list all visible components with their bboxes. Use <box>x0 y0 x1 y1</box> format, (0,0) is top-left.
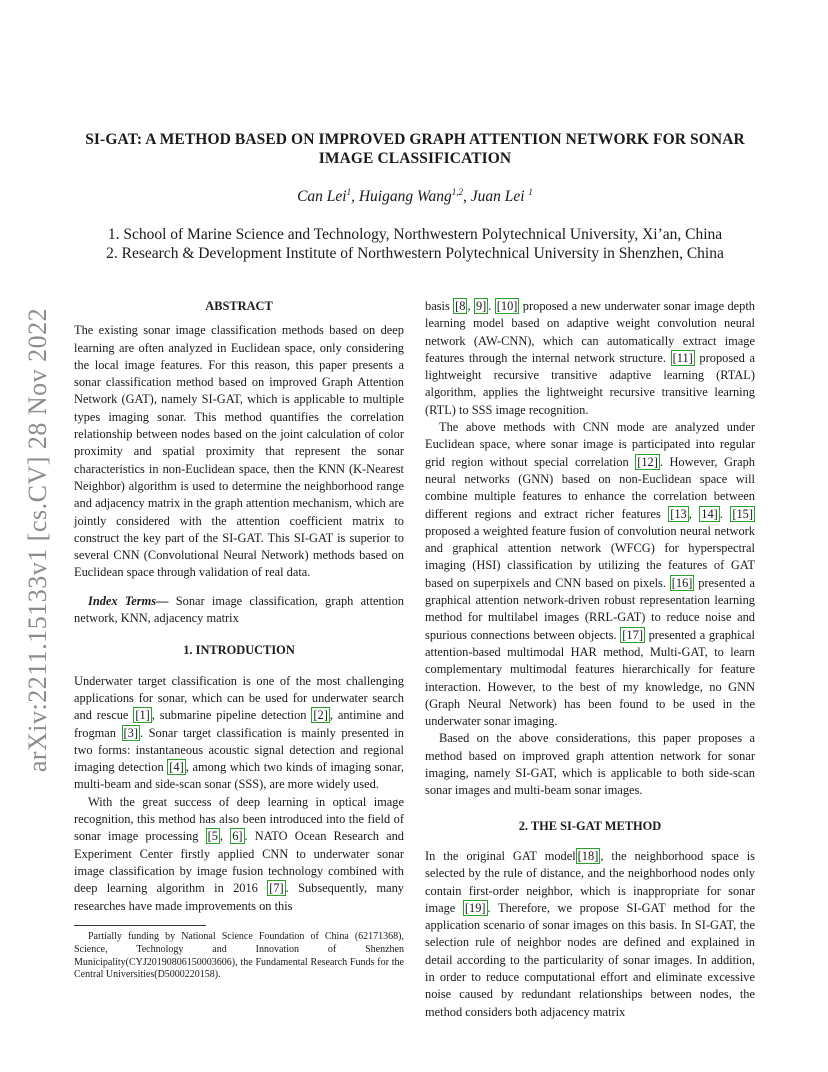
affiliation-2: 2. Research & Development Institute of Northwestern Polytechnical University in Shenzhen, China <box>106 245 724 262</box>
citation-link[interactable]: [8 <box>455 299 466 313</box>
citation-link[interactable]: [18] <box>577 848 599 863</box>
citation-link[interactable]: 14] <box>701 506 718 521</box>
citation-link[interactable]: [1] <box>135 708 150 723</box>
method-paragraph-1: In the original GAT model [18] , the neighborhood space is selected by the rule of distance, and the neighborhood nodes only contain first-order neighbor, which is inappropriate for sonar image [19] . Therefore, we propose SI-GAT method for the application scenario of sonar images on this basis. In SI-GAT, the selection rule of neighbor nodes are defined and explained in detail according to the particularity of sonar images. In addition, in order to reduce computational effort and eliminate excessive noise caused by redundant relationships between nodes, the method considers both adjacency matrix <box>425 848 756 1019</box>
intro-paragraph-2: With the great success of deep learning in optical image recognition, this method has also been introduced into the field of sonar image processing [5 , 6] . NATO Ocean Research and Experiment Center firstly applied CNN to underwater sonar image classification by image fusion technology combined with deep learning algorithm in 2016 [7] . Subsequently, many researches have made improvements on this <box>74 794 404 913</box>
arxiv-stamp: arXiv:2211.15133v1 [cs.CV] 28 Nov 2022 <box>23 307 52 773</box>
citation-link[interactable]: [12] <box>637 454 658 469</box>
footnote: Partially funding by National Science Foundation of China (62171368), Science, Technology and Innovation of Shenzhen Municipality(CYJ20190806150003606), the Fundamental Research Funds for the Central Universities(D5000220158). <box>74 931 404 981</box>
author-1: Can Lei <box>297 188 347 206</box>
abstract-text: The existing sonar image classification methods based on deep learning are often analyzed in Euclidean space, only considering the local image features. For this reason, this paper presents a sonar classification method based on improved Graph Attention Network (GAT), namely SI-GAT, which is applicable to multiple types imaging sonar. This method quantifies the correlation relationship between nodes based on the joint calculation of color proximity and spatial proximity that represent the sonar characteristics in non-Euclidean space, then the KNN (K-Nearest Neighbor) algorithm is used to determine the neighborhood range and adjacency matrix in the graph attention mechanism, which are jointly considered with the attention coefficient matrix to construct the key part of the SI-GAT. This SI-GAT is superior to several CNN (Convolutional Neural Network) methods based on Euclidean space through validation of real data. <box>74 323 404 580</box>
citation-link[interactable]: [15] <box>732 506 753 521</box>
affiliations <box>70 225 760 263</box>
abstract-heading: ABSTRACT <box>205 299 273 313</box>
right-paragraph-3: Based on the above considerations, this paper proposes a method based on improved graph attention network for sonar imaging, namely SI-GAT, which is applicable to both side-scan sonar images and multi-beam sonar images. <box>425 731 755 798</box>
left-column <box>74 298 404 915</box>
author-1-sup: 1 <box>346 187 352 197</box>
citation-link[interactable]: [7] <box>269 881 284 896</box>
author-2-sup: 1,2 <box>451 187 463 197</box>
citation-link[interactable]: [3] <box>123 725 138 740</box>
intro-paragraph-1: Underwater target classification is one of the most challenging applications for sonar, which can be used for underwater search and rescue [1] , submarine pipeline detection [2] , antimine and frogman [3] . Sonar target classification is mainly presented in two forms: instantaneous acoustic signal detection and regional imaging detection [4] , among which two kinds of imaging sonar, multi-beam and side-scan sonar (SSS), are more widely used. <box>74 673 405 792</box>
right-paragraph-2: The above methods with CNN mode are analyzed under Euclidean space, where sonar image is participated into regular grid region without special correlation [12] . However, Graph neural networks (GNN) based on non-Euclidean space will combine multiple features to enhance the correlation between different regions and extract richer features [13 , 14] . [15] proposed a weighted feature fusion of convolution neural network and graphical attention network (WFCG) for hyperspectral imaging (HSI) classification by utilizing the features of GAT based on superpixels and CNN based on pixels. [16] presented a graphical attention network-driven robust representation learning method for multilabel images (RRL-GAT) to reduce noise and spurious connections between objects. [17] presented a graphical attention-based multimodal HAR method, Multi-GAT, to learn complementary multimodal features hierarchically for feature interaction. However, to the best of my knowledge, no GNN (Graph Neural Network) has been found to be used in the underwater sonar imaging. <box>425 420 756 729</box>
introduction-heading: 1. INTRODUCTION <box>183 643 295 658</box>
citation-link[interactable]: [16] <box>671 575 693 590</box>
index-terms-text: Sonar image classification, graph attention network, KNN, adjacency matrix <box>74 593 404 626</box>
citation-link[interactable]: 9] <box>475 299 487 313</box>
author-3: Juan Lei <box>470 188 525 206</box>
citation-link[interactable]: [10] <box>496 299 518 313</box>
author-3-sup: 1 <box>528 187 533 197</box>
citation-link[interactable]: [13 <box>670 506 687 521</box>
authors: Can Lei$^1$, Huigang Wang$^{1,2}$, Juan Lei $^1$ <box>297 187 533 206</box>
paper-title <box>70 130 760 168</box>
title-line-1: SI-GAT: A METHOD BASED ON IMPROVED GRAPH ATTENTION NETWORK FOR SONAR <box>85 131 745 148</box>
index-terms <box>74 593 404 628</box>
citation-link[interactable]: [11] <box>672 350 693 365</box>
citation-link[interactable]: [2] <box>313 708 328 723</box>
citation-link[interactable]: 6] <box>232 829 243 844</box>
citation-link[interactable]: [19] <box>464 900 486 915</box>
right-column <box>425 298 755 1021</box>
citation-link[interactable]: [4] <box>169 760 184 775</box>
method-heading: 2. THE SI-GAT METHOD <box>518 818 662 833</box>
citation-link[interactable]: [5 <box>207 829 218 844</box>
index-terms-label: Index Terms— <box>88 593 169 608</box>
citation-link[interactable]: [17] <box>622 627 643 642</box>
author-2: Huigang Wang <box>358 188 452 206</box>
right-paragraph-1: basis [8 , 9] . [10] proposed a new underwater sonar image depth learning model based on adaptive weight convolution neural network (AW-CNN), which can automatically extract image features through the internal network structure. [11] proposed a lightweight recursive transitive adaptive learning (RTAL) algorithm, applies the lightweight recursive transitive learning (RTL) to SSS image recognition. <box>425 299 755 417</box>
footnote-rule <box>74 925 206 926</box>
affiliation-1: 1. School of Marine Science and Technology, Northwestern Polytechnical University, Xi’an, China <box>107 226 723 243</box>
title-line-2: IMAGE CLASSIFICATION <box>318 150 512 167</box>
